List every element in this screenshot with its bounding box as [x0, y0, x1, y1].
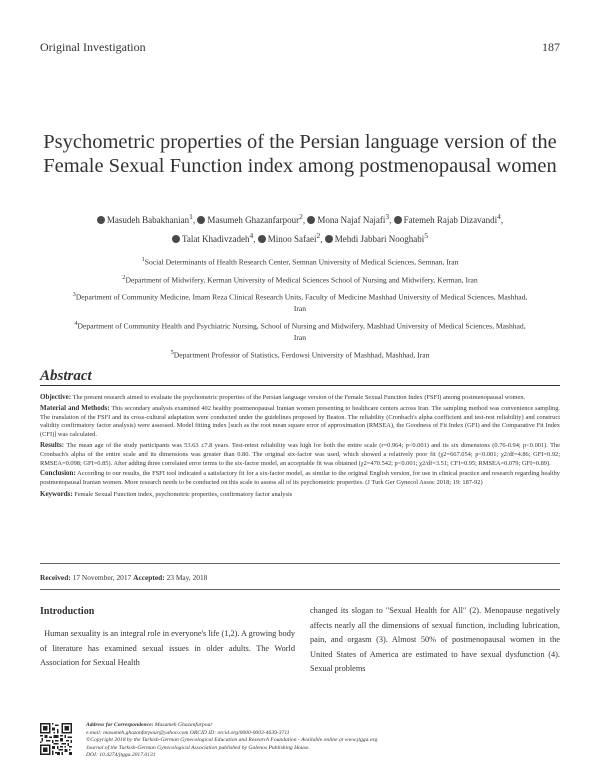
objective-text: The present research aimed to evaluate the psychometric properties of the Persian language version of the Female Sexual Function Index (FSFI) among postmenopausal women. — [72, 394, 526, 401]
affiliation — [70, 347, 530, 361]
affiliation-number: 5 — [170, 349, 174, 357]
journal-notice: Journal of the Turkish-German Gynecological Association published by Galenos Publishing House. — [86, 744, 310, 751]
accepted-label: Accepted: — [133, 573, 165, 582]
author-affiliation-number: 2 — [299, 212, 303, 221]
correspondence-line — [86, 722, 560, 730]
abstract-objective — [40, 393, 560, 403]
affiliation — [70, 254, 530, 268]
affiliation-text: Department of Community Health and Psychiatric Nursing, School of Nursing and Midwifery, Mashhad University of Medical Sciences, Mashhad, Iran — [77, 321, 526, 343]
orcid-icon[interactable] — [394, 216, 402, 224]
author — [307, 212, 390, 225]
orcid-icon[interactable] — [325, 235, 333, 243]
article-dates — [40, 573, 207, 582]
abstract-bottom-rule — [40, 563, 560, 564]
abstract-keywords — [40, 490, 560, 500]
intro-left-column — [40, 627, 295, 671]
author — [258, 231, 321, 244]
copyright-notice: ©Copyright 2018 by the Turkish-German Gynecological Education and Research Foundation - Available online at www.jtgga.org — [86, 737, 378, 744]
affiliation — [70, 318, 530, 344]
page-number: 187 — [542, 40, 560, 54]
author-name: Fatemeh Rajab Dizavandi — [403, 215, 498, 225]
affiliation-number: 3 — [72, 291, 76, 299]
conclusion-text: According to our results, the FSFI tool indicated a satisfactory fit for a six-factor model, as similar to the original English version, for use in clinical practice and research regarding healthy postmenopausal Iranian women. More research needs to be conducted on this scale to assess all of its psychometric properties. (J Turk Ger Gynecol Assoc 2018; 19: 187-92) — [40, 470, 560, 487]
methods-text: This secondary analysis examined 402 healthy postmenopausal Iranian women presenting to healthcare centers across Iran. The sampling method was convenience sampling. The translation of the FSFI and its cross-cultural adaptation were conducted under the guidelines proposed by Beaton. The reliability (Cronbach's alpha coefficient and test-rest reliability) and construct validity confirmatory factor analysis) were assessed. Model fitting index [such as the root mean square error of approximation (RMSEA), the Goodness of Fit Index (GFI) and the Comparative Fit Index (CFI)] was calculated. — [40, 404, 560, 439]
objective-label: Objective: — [40, 393, 72, 401]
conclusion-label: Conclusion: — [40, 469, 76, 478]
abstract-rule — [40, 385, 560, 386]
qr-code-icon — [40, 723, 72, 755]
author — [325, 231, 429, 244]
doi: DOI: 10.4274/jtgga.2017.0131 — [86, 752, 156, 759]
abstract-conclusion — [40, 469, 560, 488]
author-affiliation-number: 3 — [385, 212, 390, 221]
orcid-icon[interactable] — [258, 235, 266, 243]
author-affiliation-number: 1 — [189, 212, 193, 221]
abstract-heading: Abstract — [40, 368, 92, 384]
author-list: Masudeh Babakhanian$^1$, Masumeh Ghazanfarpour$^2$, Mona Najaf Najafi$^3$, Fatemeh Rajab Dizavandi$^4$, Talat Khadivzadeh$^4$, Minoo Safaei$^2$, Mehdi Jabbari Nooghabi$^5$ — [40, 209, 560, 247]
orcid-icon[interactable] — [172, 235, 180, 243]
methods-label: Material and Methods: — [40, 403, 110, 412]
author-affiliation-number: 4 — [249, 231, 254, 240]
affiliation-number: 1 — [141, 256, 145, 263]
affiliation-list — [70, 254, 530, 365]
author-name: Mona Najaf Najafi — [317, 215, 386, 225]
author-name: Mehdi Jabbari Nooghabi — [334, 234, 425, 244]
author-name: Minoo Safaei — [267, 234, 317, 244]
author-name: Talat Khadivzadeh — [181, 234, 250, 244]
author-name: Masudeh Babakhanian — [106, 215, 190, 225]
abstract-body — [40, 393, 560, 501]
intro-left-text: Human sexuality is an integral role in everyone's life (1,2). A growing body of literature has examined sexual issues in older adults. The World Association for Sexual Health — [40, 629, 295, 667]
correspondence-contact: e.mail: masumeh.ghazanfarpour@yahoo.com ORCID ID: orcid.org/0000-0003-4639-3711 — [86, 729, 290, 736]
affiliation-text: Department Professor of Statistics, Ferdowsi University of Mashhad, Mashhad, Iran — [173, 350, 430, 360]
received-label: Received: — [40, 573, 71, 582]
affiliation-text: Department of Community Medicine, Imam Reza Clinical Research Units, Faculty of Medicine Mashhad University of Medical Sciences, Mashhad, Iran — [75, 292, 528, 314]
abstract-methods — [40, 404, 560, 440]
author-affiliation-number: 5 — [424, 231, 429, 240]
correspondence-name: Masumeh Ghazanfarpour — [154, 722, 213, 728]
keywords-label: Keywords: — [40, 489, 73, 498]
affiliation-text: Social Determinants of Health Research Center, Semnan University of Medical Sciences, Semnan, Iran — [144, 257, 459, 267]
affiliation-text: Department of Midwifery, Kerman University of Medical Sciences School of Nursing and Midwifery, Kerman, Iran — [125, 275, 478, 285]
intro-right-column: changed its slogan to "Sexual Health for All" (2). Menopause negatively affects nearly all the dimensions of sexual function, including lubrication, pain, and orgasm (3). Almost 50% of postmenopausal women in the United States of America are estimated to have sexual dysfunction (4). Sexual problems — [310, 606, 560, 673]
introduction-heading: Introduction — [40, 606, 95, 617]
accepted-date: 23 May, 2018 — [166, 573, 208, 582]
results-text: The mean age of the study participants was 53.63 ±7.8 years. Test-retest reliability was high for both the entire scale (r=0.964; p<0.001) and its six dimensions (0.76-0.94; p<0.001). The Cronbach's alpha of the entire scale and its dimensions was greater than 0.80. The original six-factor was used, which showed a relatively poor fit (χ2=667.054; p<0.001; χ2/df=4.86; GFI=0.92; RMSEA=0.098; GFI=0.85). After adding three correlated error terms to the six-factor model, an acceptable fit was obtained (χ2=470.542; p<0.001; χ2/df=3.51; CFI=0.95; RMSEA=0.079; GFI=0.89). — [40, 441, 561, 467]
author — [97, 212, 193, 225]
keywords-text: Female Sexual Function index, psychometric properties, confirmatory factor analysis — [74, 490, 293, 498]
received-date: 17 November, 2017 — [72, 573, 132, 582]
orcid-icon[interactable] — [197, 216, 205, 224]
section-label: Original Investigation — [40, 40, 146, 54]
author-affiliation-number: 2 — [316, 231, 321, 240]
dates-rule — [40, 589, 560, 590]
abstract-results — [40, 441, 560, 468]
affiliation — [70, 289, 530, 315]
author-name: Masumeh Ghazanfarpour — [207, 215, 300, 225]
author — [394, 212, 501, 225]
author — [172, 231, 254, 244]
affiliation-number: 2 — [122, 273, 126, 281]
orcid-icon[interactable] — [307, 216, 315, 224]
affiliation — [70, 272, 530, 286]
author — [197, 212, 303, 225]
orcid-icon[interactable] — [97, 216, 105, 224]
article-title: Psychometric properties of the Persian language version of the Female Sexual Function index among postmenopausal women — [43, 131, 557, 177]
affiliation-number: 4 — [74, 320, 78, 328]
correspondence-label: Address for Correspondence: — [86, 722, 154, 728]
results-label: Results: — [40, 440, 65, 449]
author-affiliation-number: 4 — [497, 212, 501, 221]
